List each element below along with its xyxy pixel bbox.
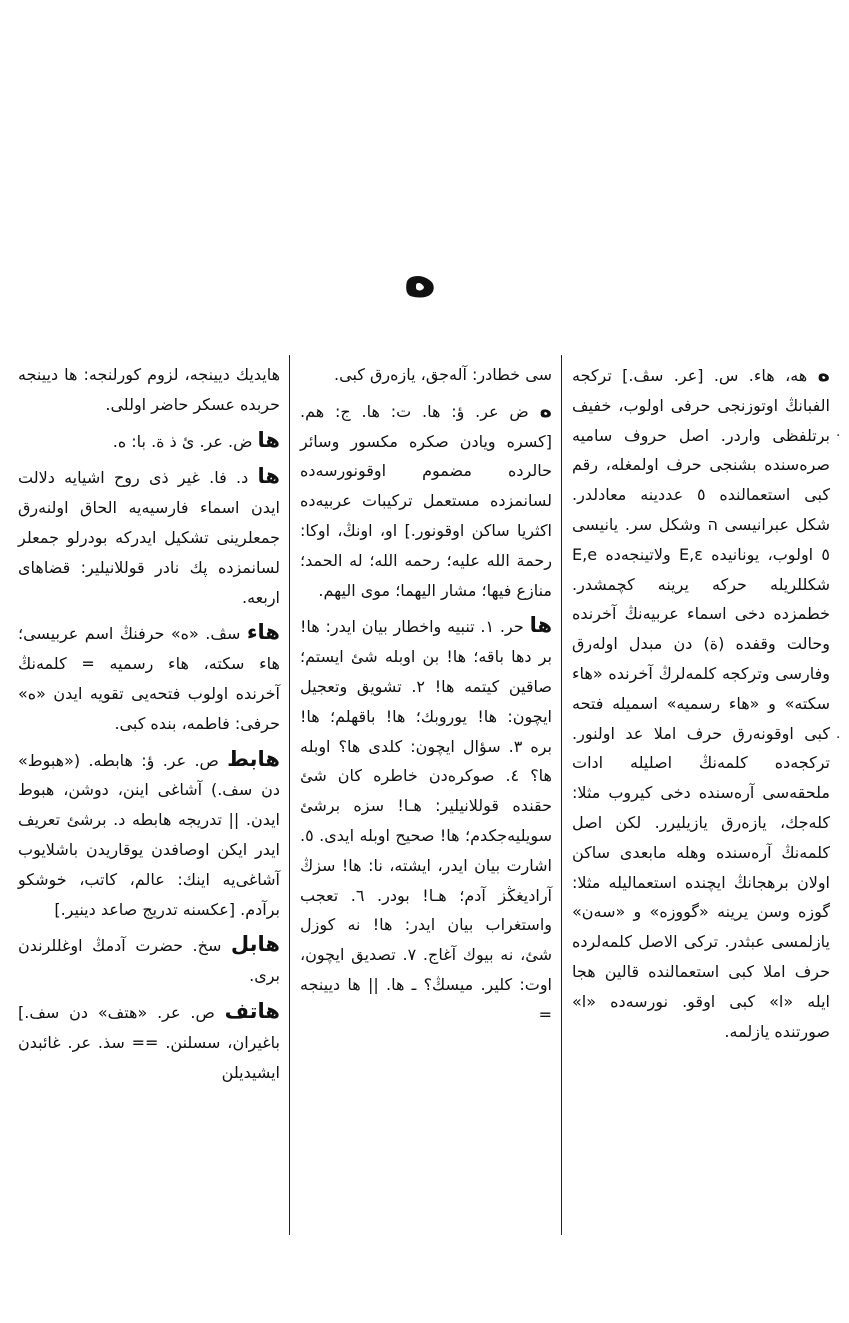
entry-definition: هه، هاء. س. [عر. سڤ.] تركجه الفبانڭ اوتوزنجى حرفى اولوب، خفيف برتلفظى واردر. اصل حروف ساميه صره‌سنده بشنجى حرف اولمغله، رقم كبى استعمالنده ٥ عددينه معادلدر. شكل عبرانيسى ה وشكل سر. يانيسى ٥ اولوب، يونانيده E,ε ولاتينجه‌ده E,e شكللريله حركه يرينه كچمشدر. خطمزده دخى اسماء عربيه‌نڭ آخرنده وحالت وقفده (ة) دن مبدل اوله‌رق وفارسى وتركجه كلمه‌لرڭ آخرنده «هاء سكته» و «هاء رسميه» اسميله فتحه كبى اوقونه‌رق حرف املا عد اولنور. تركجه‌ده كلمه‌نڭ اصليله ادات ملحقه‌سى آره‌سنده دخى كيروب مثلا: كله‌جك، يازه‌رق يازيليرر. لكن اصل كلمه‌نڭ آره‌سنده وهله مابعدى ساكن اولان برهجانڭ ايچنده استعماليله مثلا: گوزه وسن يرينه «گووزه» و «سه‌ن» يازلمسى عبثدر. تركى الاصل كلمه‌لرده حرف املا كبى استعمالنده قالين هجا ايله «ا» كبى اوقو. نورسه‌ده «ا» صورتنده يازلمه. xyxy=(572,366,831,1041)
entry-definition: حر. ١. تنبيه واخطار بيان ايدر: ها! بر دها باقه؛ ها! بن اوبله شئ ايستم؛ صاقين كيتمه ها! ٢. تشويق وتعجيل ايچون: ها! يوروبك؛ ها! باقهلم؛ ها! بره ٣. سؤال ايچون: كلدى ها؟ اوبله ها؟ ٤. صوكره‌دن خاطره كان شئ حقنده قوللانيلير: هـا! سزه برشئ سويليه‌جكدم؛ ها! صحيح اوبله ايدى. ٥. اشارت بيان ايدر، ايشته، نا: ها! سزڭ آراديغڭز آدم؛ هـا! بودر. ٦. تعجب واستغراب بيان ايدر: ها! نه كوزل شئ، نه بيوك آغاج. ٧. تصديق ايچون، اوت: كلير. ميسڭ؟ ـ ها. || ها ديينجه = xyxy=(300,617,553,1024)
margin-mark: · xyxy=(836,428,841,444)
entry-headword: هاتف xyxy=(224,998,280,1023)
dictionary-entry xyxy=(572,360,830,1046)
entry-definition: سى خطادر: آله‌جق، يازه‌رق كبى. xyxy=(334,365,552,384)
dictionary-entry xyxy=(18,930,280,991)
column-divider-right xyxy=(561,355,562,1235)
entry-definition: د. فا. غير ذى روح اشيايه دلالت ايدن اسماء فارسيه‌يه الحاق اولنه‌رق جمعلرينى تشكيل ايدركه بودرلو جمعلر لسانمزده پك نادر قوللانيلير: قضاهاى اربعه. xyxy=(18,468,280,607)
entry-definition: ص. عر. «هتف» دن سف.] باغيران، سسلنن. == سذ. عر. غائبدن ايشيديلن xyxy=(18,1002,280,1082)
entry-definition: سڤ. «ه» حرفنڭ اسم عربيسى؛ هاء سكته، هاء رسميه = كلمه‌نڭ آخرنده اولوب فتحه‌يى تقويه ايدن «ه» حرفى: فاطمه، بنده كبى. xyxy=(18,624,280,733)
dictionary-entry xyxy=(18,462,280,612)
entry-headword: ه xyxy=(539,397,552,422)
column-right xyxy=(572,360,830,1052)
entry-headword: هاء xyxy=(246,620,280,645)
column-divider-left xyxy=(289,355,290,1235)
column-middle xyxy=(300,360,552,1036)
section-heading-letter: ه xyxy=(403,245,437,310)
column-left xyxy=(18,360,280,1093)
entry-headword: ها xyxy=(257,464,280,489)
entry-headword: هابط xyxy=(227,746,280,771)
dictionary-entry xyxy=(300,396,552,606)
entry-headword: ه xyxy=(817,362,830,386)
dictionary-entry xyxy=(300,360,552,390)
entry-headword: هابل xyxy=(230,932,280,957)
dictionary-entry xyxy=(18,360,280,420)
dictionary-entry xyxy=(18,997,280,1087)
dictionary-entry xyxy=(18,745,280,925)
margin-mark: · xyxy=(836,730,841,746)
entry-definition: ص. عر. ؤ: هابطه. («هبوط» دن سف.) آشاغى اينن، دوشن، هبوط ايدن. || تدريجه هابطه د. برشئ تعريف ايدر ايكن اوصافدن يوقاريدن باشلايوب آشاغى‌يه اينك: عالم، كاتب، خوشكو برآدم. [عكسنه تدريج صاعد دينير.] xyxy=(18,750,280,919)
entry-definition: ض عر. ؤ: ها. ت: ها. ج: هم. [كسره ويادن صكره مكسور وسائر حالرده مضموم اوقونور‌سه‌ده لسانمزده مستعمل تركيبات عربيه‌ده اكثريا ساكن اوقونور.] او، اونڭ، اوكا: رحمة الله عليه؛ رحمه الله؛ له الحمد؛ منازع فيها؛ مشار اليهما؛ موى اليهم. xyxy=(300,401,552,600)
dictionary-entry xyxy=(18,618,280,738)
entry-definition: ض. عر. ئ ذ ة. با: ه. xyxy=(112,431,253,451)
entry-headword: ها xyxy=(257,427,280,452)
entry-definition: هايديك ديينجه، لزوم كورلنجه: ها ديينجه حربده عسكر حاضر اوللى. xyxy=(18,365,280,414)
dictionary-entry xyxy=(300,611,552,1029)
dictionary-entry xyxy=(18,426,280,457)
entry-headword: ها xyxy=(529,613,553,638)
entry-definition: سخ. حضرت آدمڭ اوغللرندن برى. xyxy=(18,936,280,986)
